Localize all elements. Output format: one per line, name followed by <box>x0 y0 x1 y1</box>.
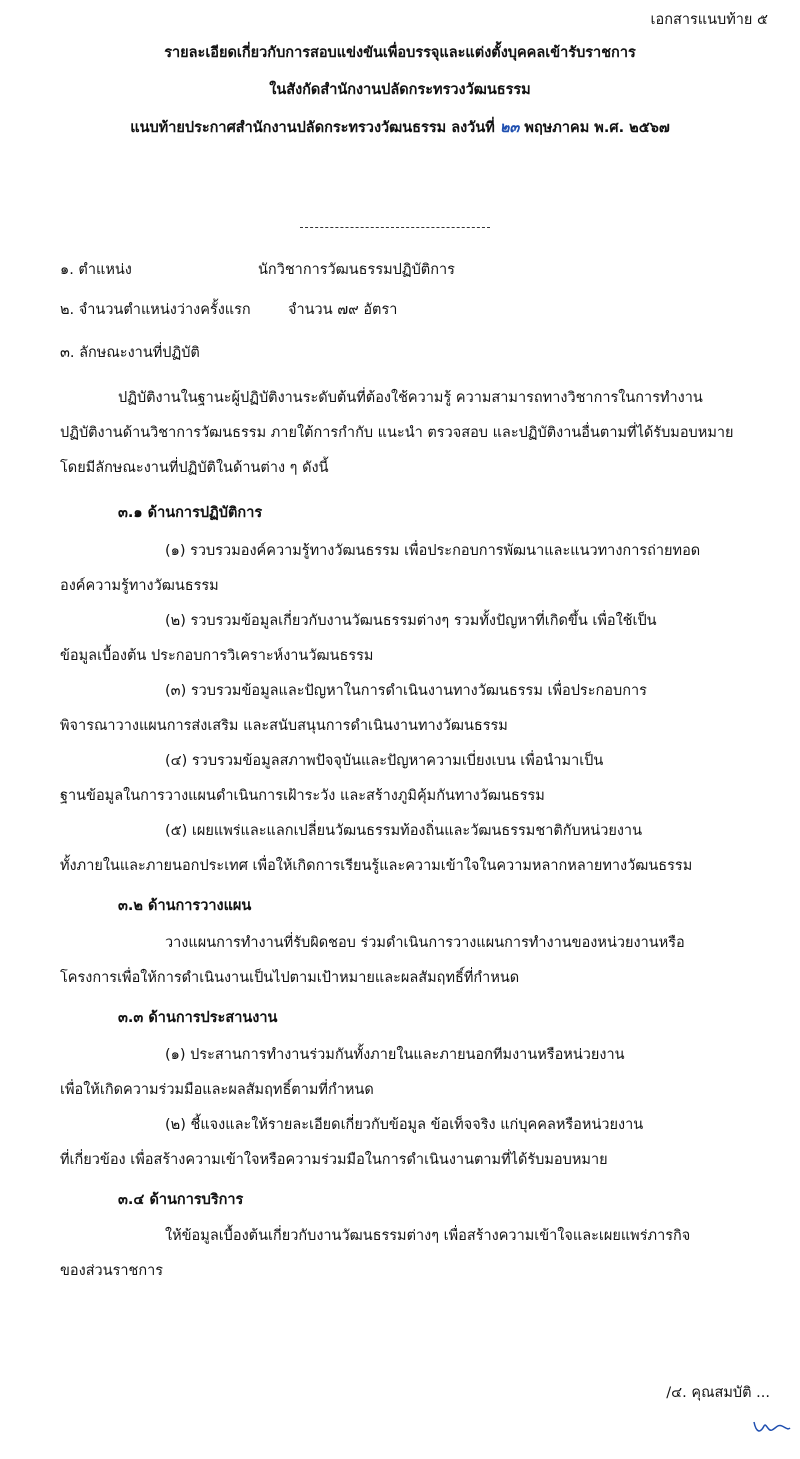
section-1-value: นักวิชาการวัฒนธรรมปฏิบัติการ <box>258 262 455 278</box>
section-3-1-item-5-line-2: ทั้งภายในและภายนอกประเทศ เพื่อให้เกิดการเรียนรู้และความเข้าใจในความหลากหลายทางวัฒนธรรม <box>60 858 693 874</box>
header-line-3-suffix: พฤษภาคม พ.ศ. ๒๕๖๗ <box>524 120 670 136</box>
section-1-label: ๑. ตำแหน่ง <box>60 262 132 278</box>
section-3-4-title: ๓.๔ ด้านการบริการ <box>118 1192 244 1208</box>
section-3-intro-line-3: โดยมีลักษณะงานที่ปฏิบัติในด้านต่าง ๆ ดังนี้ <box>60 460 329 476</box>
section-3-2-line-2: โครงการเพื่อให้การดำเนินงานเป็นไปตามเป้าหมายและผลสัมฤทธิ์ที่กำหนด <box>60 970 520 986</box>
section-3-intro-line-2: ปฏิบัติงานด้านวิชาการวัฒนธรรม ภายใต้การกำกับ แนะนำ ตรวจสอบ และปฏิบัติงานอื่นตามที่ได้รับมอบหมาย <box>60 425 734 441</box>
section-3-4-line-2: ของส่วนราชการ <box>60 1263 164 1279</box>
section-3-title: ๓. ลักษณะงานที่ปฏิบัติ <box>60 345 200 361</box>
section-3-1-item-3-line-1: (๓) รวบรวมข้อมูลและปัญหาในการดำเนินงานทางวัฒนธรรม เพื่อประกอบการ <box>165 683 647 699</box>
section-3-3-item-1-line-2: เพื่อให้เกิดความร่วมมือและผลสัมฤทธิ์ตามที่กำหนด <box>60 1082 374 1098</box>
next-page-reference: /๔. คุณสมบัติ ... <box>666 1385 770 1401</box>
handwritten-initials <box>752 1414 792 1438</box>
section-3-1-item-4-line-2: ฐานข้อมูลในการวางแผนดำเนินการเฝ้าระวัง และสร้างภูมิคุ้มกันทางวัฒนธรรม <box>60 788 545 804</box>
section-3-1-item-2-line-2: ข้อมูลเบื้องต้น ประกอบการวิเคราะห์งานวัฒนธรรม <box>60 648 374 664</box>
header-line-3-prefix: แนบท้ายประกาศสำนักงานปลัดกระทรวงวัฒนธรรม ลงวันที่ <box>130 120 495 136</box>
section-3-1-item-1-line-2: องค์ความรู้ทางวัฒนธรรม <box>60 578 219 594</box>
section-3-3-title: ๓.๓ ด้านการประสานงาน <box>118 1010 278 1026</box>
header-date-day: ๒๓ <box>499 120 520 136</box>
section-3-1-item-4-line-1: (๔) รวบรวมข้อมูลสภาพปัจจุบันและปัญหาความเบี่ยงเบน เพื่อนำมาเป็น <box>165 753 604 769</box>
section-3-intro-line-1: ปฏิบัติงานในฐานะผู้ปฏิบัติงานระดับต้นที่ต้องใช้ความรู้ ความสามารถทางวิชาการในการทำงาน <box>118 390 703 406</box>
section-3-1-item-5-line-1: (๕) เผยแพร่และแลกเปลี่ยนวัฒนธรรมท้องถิ่นและวัฒนธรรมชาติกับหน่วยงาน <box>165 823 642 839</box>
header-line-1: รายละเอียดเกี่ยวกับการสอบแข่งขันเพื่อบรรจุและแต่งตั้งบุคคลเข้ารับราชการ <box>164 45 636 61</box>
header-line-2: ในสังกัดสำนักงานปลัดกระทรวงวัฒนธรรม <box>269 82 531 98</box>
section-3-1-item-3-line-2: พิจารณาวางแผนการส่งเสริม และสนับสนุนการดำเนินงานทางวัฒนธรรม <box>60 718 508 734</box>
header-divider <box>300 227 490 228</box>
section-3-3-item-2-line-1: (๒) ชี้แจงและให้รายละเอียดเกี่ยวกับข้อมูล ข้อเท็จจริง แก่บุคคลหรือหน่วยงาน <box>165 1117 644 1133</box>
header-line-3 <box>0 120 800 137</box>
section-3-1-item-2-line-1: (๒) รวบรวมข้อมูลเกี่ยวกับงานวัฒนธรรมต่างๆ รวมทั้งปัญหาที่เกิดขึ้น เพื่อใช้เป็น <box>165 613 657 629</box>
section-3-2-line-1: วางแผนการทำงานที่รับผิดชอบ ร่วมดำเนินการวางแผนการทำงานของหน่วยงานหรือ <box>165 935 685 951</box>
section-3-2-title: ๓.๒ ด้านการวางแผน <box>118 898 252 914</box>
section-3-3-item-2-line-2: ที่เกี่ยวข้อง เพื่อสร้างความเข้าใจหรือความร่วมมือในการดำเนินงานตามที่ได้รับมอบหมาย <box>60 1152 608 1168</box>
attachment-label: เอกสารแนบท้าย ๕ <box>650 12 768 28</box>
section-2-label: ๒. จำนวนตำแหน่งว่างครั้งแรก <box>60 302 251 318</box>
section-3-4-line-1: ให้ข้อมูลเบื้องต้นเกี่ยวกับงานวัฒนธรรมต่างๆ เพื่อสร้างความเข้าใจและเผยแพร่ภารกิจ <box>165 1228 691 1244</box>
section-3-1-item-1-line-1: (๑) รวบรวมองค์ความรู้ทางวัฒนธรรม เพื่อประกอบการพัฒนาและแนวทางการถ่ายทอด <box>165 543 701 559</box>
section-2-value: จำนวน ๗๙ อัตรา <box>288 302 398 318</box>
section-3-1-title: ๓.๑ ด้านการปฏิบัติการ <box>118 505 263 521</box>
section-3-3-item-1-line-1: (๑) ประสานการทำงานร่วมกันทั้งภายในและภายนอกทีมงานหรือหน่วยงาน <box>165 1047 625 1063</box>
